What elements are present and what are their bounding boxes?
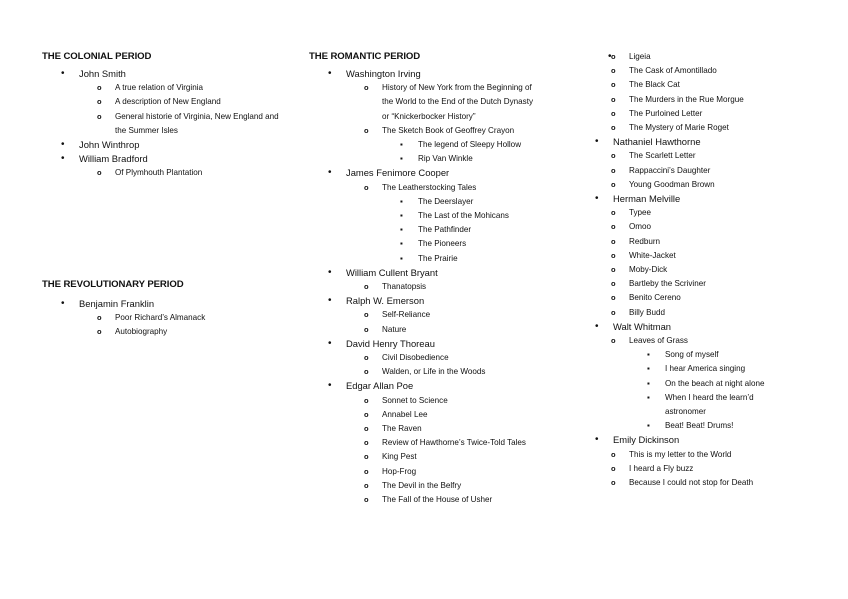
- romantic-period-heading: THE ROMANTIC PERIOD: [309, 51, 421, 62]
- author-name: William Bradford: [79, 153, 148, 165]
- story-item: ▪ Rip Van Winkle: [382, 152, 599, 166]
- work-item: o The Scarlett Letter: [593, 149, 844, 163]
- author-ralph-emerson: [309, 294, 599, 337]
- work-item: o The Murders in the Rue Morgue: [593, 93, 844, 107]
- work-item: o Young Goodman Brown: [593, 178, 844, 192]
- work-item: o The Cask of Amontillado: [593, 64, 844, 78]
- work-item: o The Mystery of Marie Roget: [593, 121, 844, 135]
- works-list: [79, 81, 292, 138]
- work-item: o Annabel Lee: [346, 408, 599, 422]
- work-item: o I heard a Fly buzz: [593, 462, 844, 476]
- work-item: o Of Plymhouth Plantation: [79, 166, 292, 180]
- author-name: David Henry Thoreau: [346, 337, 435, 349]
- author-walt-whitman: [589, 320, 844, 434]
- tale-item: ▪ The Pioneers: [382, 237, 599, 251]
- works-list: [346, 351, 599, 379]
- author-edgar-allan-poe: [309, 379, 599, 507]
- author-name: Emily Dickinson: [613, 434, 680, 446]
- works-list: [79, 166, 292, 180]
- work-item: o A description of New England: [79, 95, 292, 109]
- author-henry-thoreau: [309, 337, 599, 380]
- work-item: o Review of Hawthorne’s Twice-Told Tales: [346, 436, 532, 450]
- romantic-authors-list: [309, 67, 599, 507]
- work-item: o The Purloined Letter: [593, 107, 844, 121]
- author-washington-irving: [309, 67, 599, 166]
- author-name: Walt Whitman: [613, 320, 671, 332]
- author-name: James Fenimore Cooper: [346, 167, 450, 179]
- poem-item: ▪ On the beach at night alone: [629, 377, 844, 391]
- work-item: o Walden, or Life in the Woods: [346, 365, 599, 379]
- works-list: [346, 394, 599, 508]
- tale-item: ▪ The Deerslayer: [382, 195, 599, 209]
- work-item: o Typee: [593, 206, 844, 220]
- work-item: o Poor Richard’s Almanack: [79, 311, 292, 325]
- author-name: Nathaniel Hawthorne: [613, 136, 701, 148]
- work-title: The Leatherstocking Tales: [382, 182, 477, 192]
- author-william-bradford: [42, 152, 292, 180]
- work-item: o Autobiography: [79, 325, 292, 339]
- work-item: o Self-Reliance: [346, 308, 599, 322]
- revolutionary-period-heading: THE REVOLUTIONARY PERIOD: [42, 279, 184, 290]
- column-left: [42, 0, 292, 337]
- work-item: o • Ligeia: [593, 50, 844, 64]
- work-item: o History of New York from the Beginning of the World to the End of the Dutch Dynasty or “Knickerbocker History”: [346, 81, 542, 124]
- poem-item: ▪ Song of myself: [629, 348, 844, 362]
- work-item: [593, 334, 844, 433]
- work-item: o Sonnet to Science: [346, 394, 599, 408]
- tale-item: ▪ The Pathfinder: [382, 223, 599, 237]
- works-list: [346, 81, 599, 166]
- tales-list: [382, 195, 599, 266]
- works-list: [589, 50, 844, 135]
- poe-works-continued: [589, 50, 844, 135]
- work-item: o This is my letter to the World: [593, 448, 844, 462]
- work-item: [346, 124, 599, 167]
- revolutionary-authors-list: [42, 297, 292, 340]
- work-item: o A true relation of Virginia: [79, 81, 292, 95]
- work-item: o White-Jacket: [593, 249, 844, 263]
- work-item: o The Raven: [346, 422, 599, 436]
- work-item: o Redburn: [593, 235, 844, 249]
- author-nathaniel-hawthorne: [589, 135, 844, 192]
- works-list: [346, 280, 599, 294]
- work-item: o The Black Cat: [593, 78, 844, 92]
- poem-item: ▪ I hear America singing: [629, 362, 844, 376]
- story-item: ▪ The legend of Sleepy Hollow: [382, 138, 599, 152]
- romantic-authors-list-continued: [589, 50, 844, 490]
- works-list: [79, 311, 292, 339]
- work-item: o Thanatopsis: [346, 280, 599, 294]
- author-name: John Smith: [79, 68, 126, 79]
- poem-item: ▪ When I heard the learn’d astronomer: [629, 391, 795, 419]
- work-item: o Nature: [346, 323, 599, 337]
- work-item: o Rappaccini’s Daughter: [593, 164, 844, 178]
- works-list: [346, 181, 599, 266]
- author-john-winthrop: • John Winthrop: [42, 138, 292, 152]
- column-right: [589, 0, 844, 490]
- work-item: o Billy Budd: [593, 306, 844, 320]
- work-item: o Civil Disobedience: [346, 351, 599, 365]
- author-emily-dickinson: [589, 433, 844, 490]
- work-item: o General historie of Virginia, New England and the Summer Isles: [79, 110, 285, 138]
- work-item: o The Fall of the House of Usher: [346, 493, 599, 507]
- column-middle: [309, 0, 599, 507]
- works-list: [346, 308, 599, 336]
- author-name: William Cullent Bryant: [346, 266, 438, 278]
- colonial-authors-list: [42, 67, 292, 181]
- author-name: Washington Irving: [346, 68, 421, 79]
- author-name: Herman Melville: [613, 193, 681, 205]
- author-name: Ralph W. Emerson: [346, 295, 425, 307]
- work-item: o Omoo: [593, 220, 844, 234]
- author-benjamin-franklin: [42, 297, 292, 340]
- work-item: o Hop-Frog: [346, 465, 599, 479]
- work-item: o Benito Cereno: [593, 291, 844, 305]
- work-item: [346, 181, 599, 266]
- author-william-cullen-bryant: [309, 266, 599, 294]
- work-item: o Bartleby the Scriviner: [593, 277, 844, 291]
- work-title: Leaves of Grass: [629, 336, 688, 346]
- work-item: o Because I could not stop for Death: [593, 476, 844, 490]
- author-john-smith: [42, 67, 292, 138]
- works-list: [593, 149, 844, 192]
- tale-item: ▪ The Last of the Mohicans: [382, 209, 599, 223]
- work-item: o King Pest: [346, 450, 599, 464]
- poems-list: [629, 348, 844, 433]
- author-herman-melville: [589, 192, 844, 320]
- poem-item: ▪ Beat! Beat! Drums!: [629, 419, 844, 433]
- work-item: o Moby-Dick: [593, 263, 844, 277]
- works-list: [593, 334, 844, 433]
- colonial-period-heading: THE COLONIAL PERIOD: [42, 51, 152, 62]
- author-name: Benjamin Franklin: [79, 298, 155, 309]
- tale-item: ▪ The Prairie: [382, 252, 599, 266]
- stories-list: [382, 138, 599, 166]
- work-item: o The Devil in the Belfry: [346, 479, 599, 493]
- works-list: [593, 448, 844, 491]
- author-james-fenimore-cooper: [309, 166, 599, 265]
- works-list: [593, 206, 844, 320]
- work-title: The Sketch Book of Geoffrey Crayon: [382, 125, 515, 135]
- author-name: Edgar Allan Poe: [346, 380, 414, 392]
